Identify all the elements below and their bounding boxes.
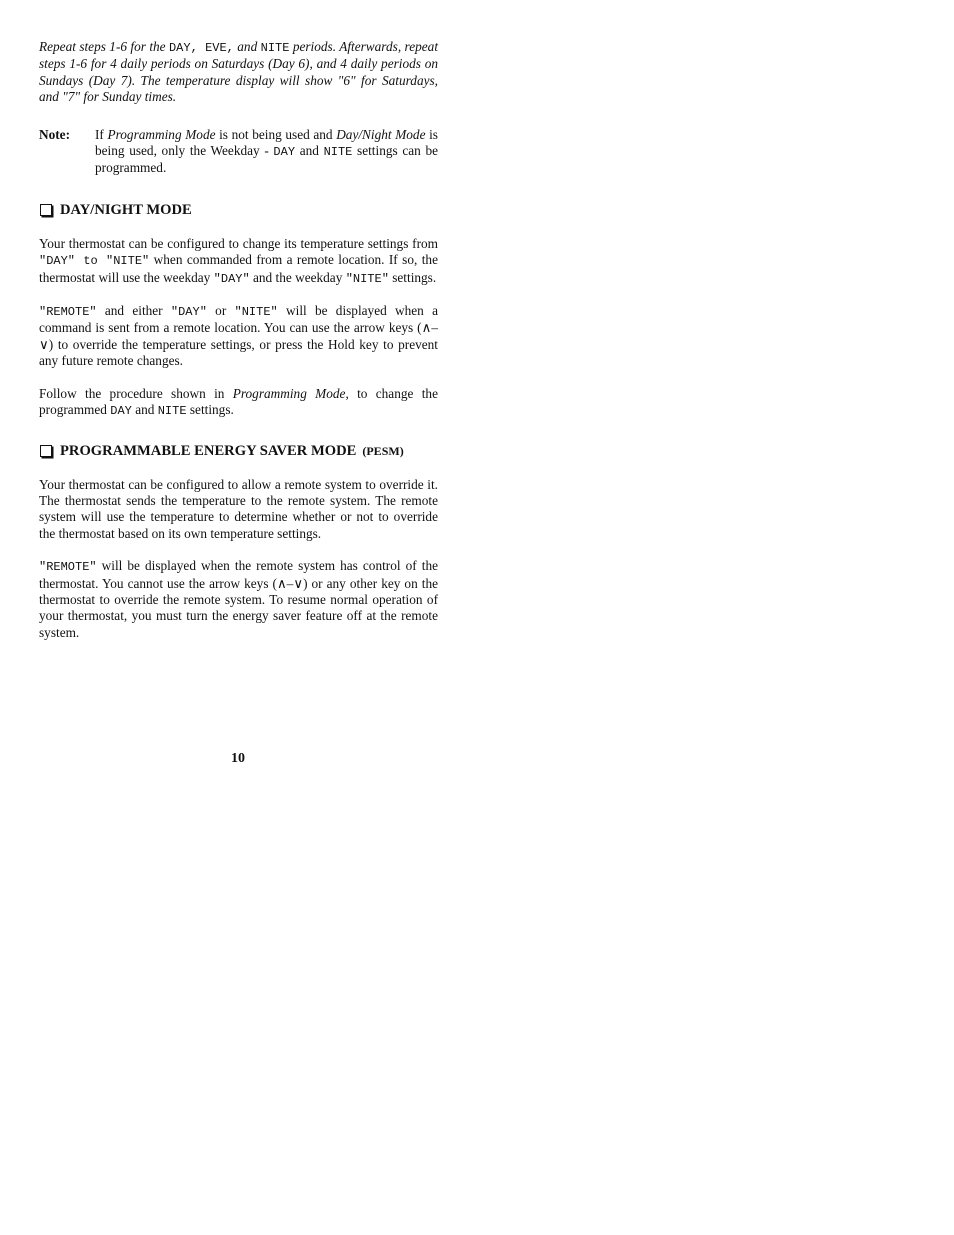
body-text: and the weekday [249,269,346,285]
heading-text: PROGRAMMABLE ENERGY SAVER MODE [60,442,357,459]
display-code: "DAY" to "NITE" [39,254,150,269]
display-code: "NITE" [234,305,278,320]
display-code: "REMOTE" [39,560,97,575]
body-text: Follow the procedure shown in [39,385,233,401]
heading-suffix: (PESM) [362,443,404,458]
display-code: DAY [110,404,132,419]
body-text: will be displayed when a command is sent from a remote location. You can use the arrow keys (∧–∨) to override the temperature settings, or press the Hold key to prevent any future remote changes. [39,303,438,369]
note-nite-code: NITE [323,145,353,160]
pesm-paragraph-2 [39,558,438,641]
body-text: and [131,402,158,418]
intro-text: periods. Afterwards, repeat steps 1-6 for 4 daily periods on Saturdays (Day 6), and 4 daily periods on Sundays (Day 7). The temperature display will show "6" for Saturdays, and "7" for Sunday times. [39,39,439,105]
body-text: settings. [388,269,437,285]
day-night-heading [39,201,438,219]
note-text: settings can be programmed. [95,143,438,176]
intro-text: Repeat steps 1-6 for the [39,39,169,54]
day-night-paragraph-3 [39,386,438,420]
note-emphasis: Day/Night Mode [336,126,426,142]
display-code: "DAY" [170,305,207,320]
display-code: "DAY" [213,271,250,286]
display-code: NITE [157,404,187,419]
note-text: and [295,143,324,159]
pesm-heading [39,442,438,460]
note-day-code: DAY [273,145,296,160]
note-text: is not being used and [215,126,337,142]
body-text: , to change the programmed [39,385,438,418]
note-block [39,127,438,177]
display-code: "REMOTE" [39,305,97,320]
heading-text: DAY/NIGHT MODE [60,201,192,218]
body-text: or [206,303,235,319]
body-text: will be displayed when the remote system has control of the thermostat. You cannot use the arrow keys (∧–∨) or any other key on the thermostat to override the remote system. To resume normal operation of your thermostat, you must turn the energy saver feature off at the remote system. [39,558,438,640]
intro-text: and [233,39,261,54]
page-number: 10 [231,751,245,766]
intro-nite-code: NITE [260,41,290,55]
note-text: is being used, only the Weekday - [95,126,438,159]
body-text: when commanded from a remote location. If so, the thermostat will use the weekday [39,252,438,285]
body-text: and either [96,303,171,319]
body-text: settings. [186,402,234,418]
intro-periods-code: DAY, EVE, [168,41,234,55]
day-night-paragraph-1 [39,236,438,287]
note-label: Note: [39,126,71,142]
emphasis-text: Programming Mode [232,385,346,401]
note-emphasis: Programming Mode [107,126,216,142]
day-night-paragraph-2 [39,303,438,370]
checkbox-icon [40,204,52,216]
checkbox-icon [40,445,52,457]
manual-page [39,39,438,657]
body-text: Your thermostat can be configured to change its temperature settings from [39,235,438,251]
pesm-paragraph-1: Your thermostat can be configured to allow a remote system to override it. The thermostat sends the temperature to the remote system. The remote system will use the temperature to determine whether or not to override the thermostat based on its own temperature settings. [39,476,438,541]
note-body [95,127,438,177]
intro-paragraph [39,39,438,106]
note-text: If [95,126,108,142]
display-code: "NITE" [345,271,389,286]
